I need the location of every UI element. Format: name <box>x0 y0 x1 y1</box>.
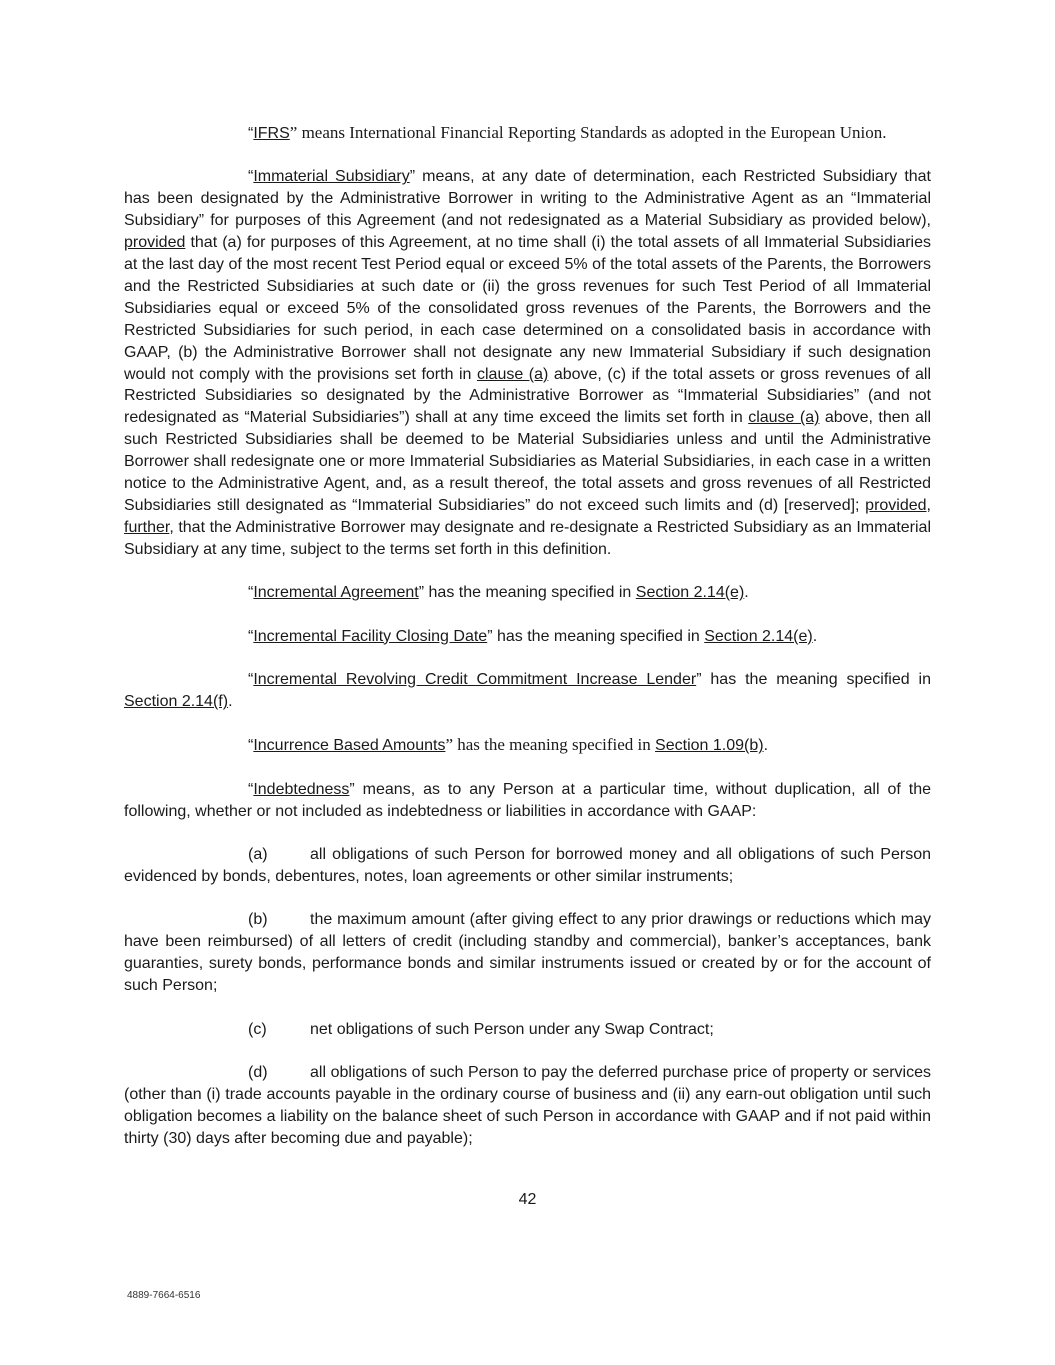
clause-reference: clause (a) <box>476 365 549 383</box>
list-item <box>124 1062 931 1150</box>
page-number: 42 <box>518 1191 537 1208</box>
emphasis-further: further <box>124 518 170 536</box>
list-item-text: the maximum amount (after giving effect to any prior drawings or reductions which may have been reimbursed) of all letters of credit (including standby and commercial), banker’s acceptances, bank guaranties, surety bonds, performance bonds and similar instruments issued or created by or for the account of such Person; <box>124 911 931 995</box>
definition-incremental-revolving-lender: “Incremental Revolving Credit Commitment Increase Lender” has the meaning specified in Section 2.14(f). <box>124 671 931 710</box>
list-item <box>124 909 931 997</box>
section-reference: Section 2.14(e) <box>704 627 813 645</box>
list-item-text: net obligations of such Person under any Swap Contract; <box>310 1020 714 1038</box>
definition-incurrence-based-amounts: “Incurrence Based Amounts” has the meaning specified in Section 1.09(b). <box>248 735 769 755</box>
section-reference: Section 2.14(f) <box>124 692 229 710</box>
defined-term: Incremental Agreement <box>253 584 419 602</box>
list-item-label: (c) <box>248 1020 267 1038</box>
document-body <box>124 122 931 1171</box>
list-item-label: (d) <box>248 1063 268 1081</box>
definition-immaterial-subsidiary: “Immaterial Subsidiary” means, at any date of determination, each Restricted Subsidiary that has been designated by the Administrative Borrower in writing to the Administrative Agent as an “Immaterial Subsidiary” for purposes of this Agreement (and not redesignated as a Material Subsidiary as provided below), provided that (a) for purposes of this Agreement, at no time shall (i) the total assets of all Immaterial Subsidiaries at the last day of the most recent Test Period equal or exceed 5% of the total assets of the Parents, the Borrowers and the Restricted Subsidiaries at such date or (ii) the gross revenues for such Test Period of all Immaterial Subsidiaries equal or exceed 5% of the consolidated gross revenues of the Parents, the Borrowers and the Restricted Subsidiaries for such period, in each case determined on a consolidated basis in accordance with GAAP, (b) the Administrative Borrower shall not designate any new Immaterial Subsidiary if such designation would not comply with the provisions set forth in clause (a) above, (c) if the total assets or gross revenues of all Restricted Subsidiaries so designated by the Administrative Borrower as “Immaterial Subsidiaries” (and not redesignated as “Material Subsidiaries”) shall at any time exceed the limits set forth in clause (a) above, then all such Restricted Subsidiaries shall be deemed to be Material Subsidiaries unless and until the Administrative Borrower shall redesignate one or more Immaterial Subsidiaries as Material Subsidiaries, in each case in a written notice to the Administrative Agent, and, as a result thereof, the total assets and gross revenues of all Restricted Subsidiaries still designated as “Immaterial Subsidiaries” do not exceed such limits and (d) [reserved]; provided, further, that the Administrative Borrower may designate and re-designate a Restricted Subsidiary as an Immaterial Subsidiary at any time, subject to the terms set forth in this definition. <box>124 168 932 558</box>
defined-term: IFRS <box>253 125 290 142</box>
list-item <box>124 1019 931 1041</box>
defined-term: Immaterial Subsidiary <box>253 168 410 186</box>
list-item-label: (b) <box>248 911 268 929</box>
list-item-text: all obligations of such Person to pay the deferred purchase price of property or services (other than (i) trade accounts payable in the ordinary course of business and (ii) any earn-out obligation until such obligation becomes a liability on the balance sheet of such Person in accordance with GAAP and if not paid within thirty (30) days after becoming due and payable); <box>124 1063 931 1147</box>
defined-term: Incurrence Based Amounts <box>253 737 446 755</box>
emphasis-provided: provided <box>124 234 186 252</box>
clause-reference: clause (a) <box>748 409 820 427</box>
definition-incremental-agreement: “Incremental Agreement” has the meaning specified in Section 2.14(e). <box>248 584 749 602</box>
section-reference: Section 2.14(e) <box>635 584 745 602</box>
list-item <box>124 844 931 888</box>
emphasis-provided: provided <box>865 497 927 514</box>
section-reference: Section 1.09(b) <box>655 737 764 755</box>
definition-incremental-facility-closing-date: “Incremental Facility Closing Date” has the meaning specified in Section 2.14(e). <box>248 627 818 645</box>
defined-term: Incremental Facility Closing Date <box>253 627 488 645</box>
document-id: 4889-7664-6516 <box>127 1290 201 1301</box>
list-item-label: (a) <box>248 846 268 864</box>
defined-term: Indebtedness <box>253 780 350 798</box>
defined-term: Incremental Revolving Credit Commitment Increase Lender <box>253 671 697 689</box>
list-item-text: all obligations of such Person for borrowed money and all obligations of such Person evidenced by bonds, debentures, notes, loan agreements or other similar instruments; <box>124 846 931 885</box>
definition-ifrs: “IFRS” means International Financial Reporting Standards as adopted in the European Union. <box>248 123 887 142</box>
definition-indebtedness: “Indebtedness” means, as to any Person at a particular time, without duplication, all of the following, whether or not included as indebtedness or liabilities in accordance with GAAP: <box>124 780 931 820</box>
